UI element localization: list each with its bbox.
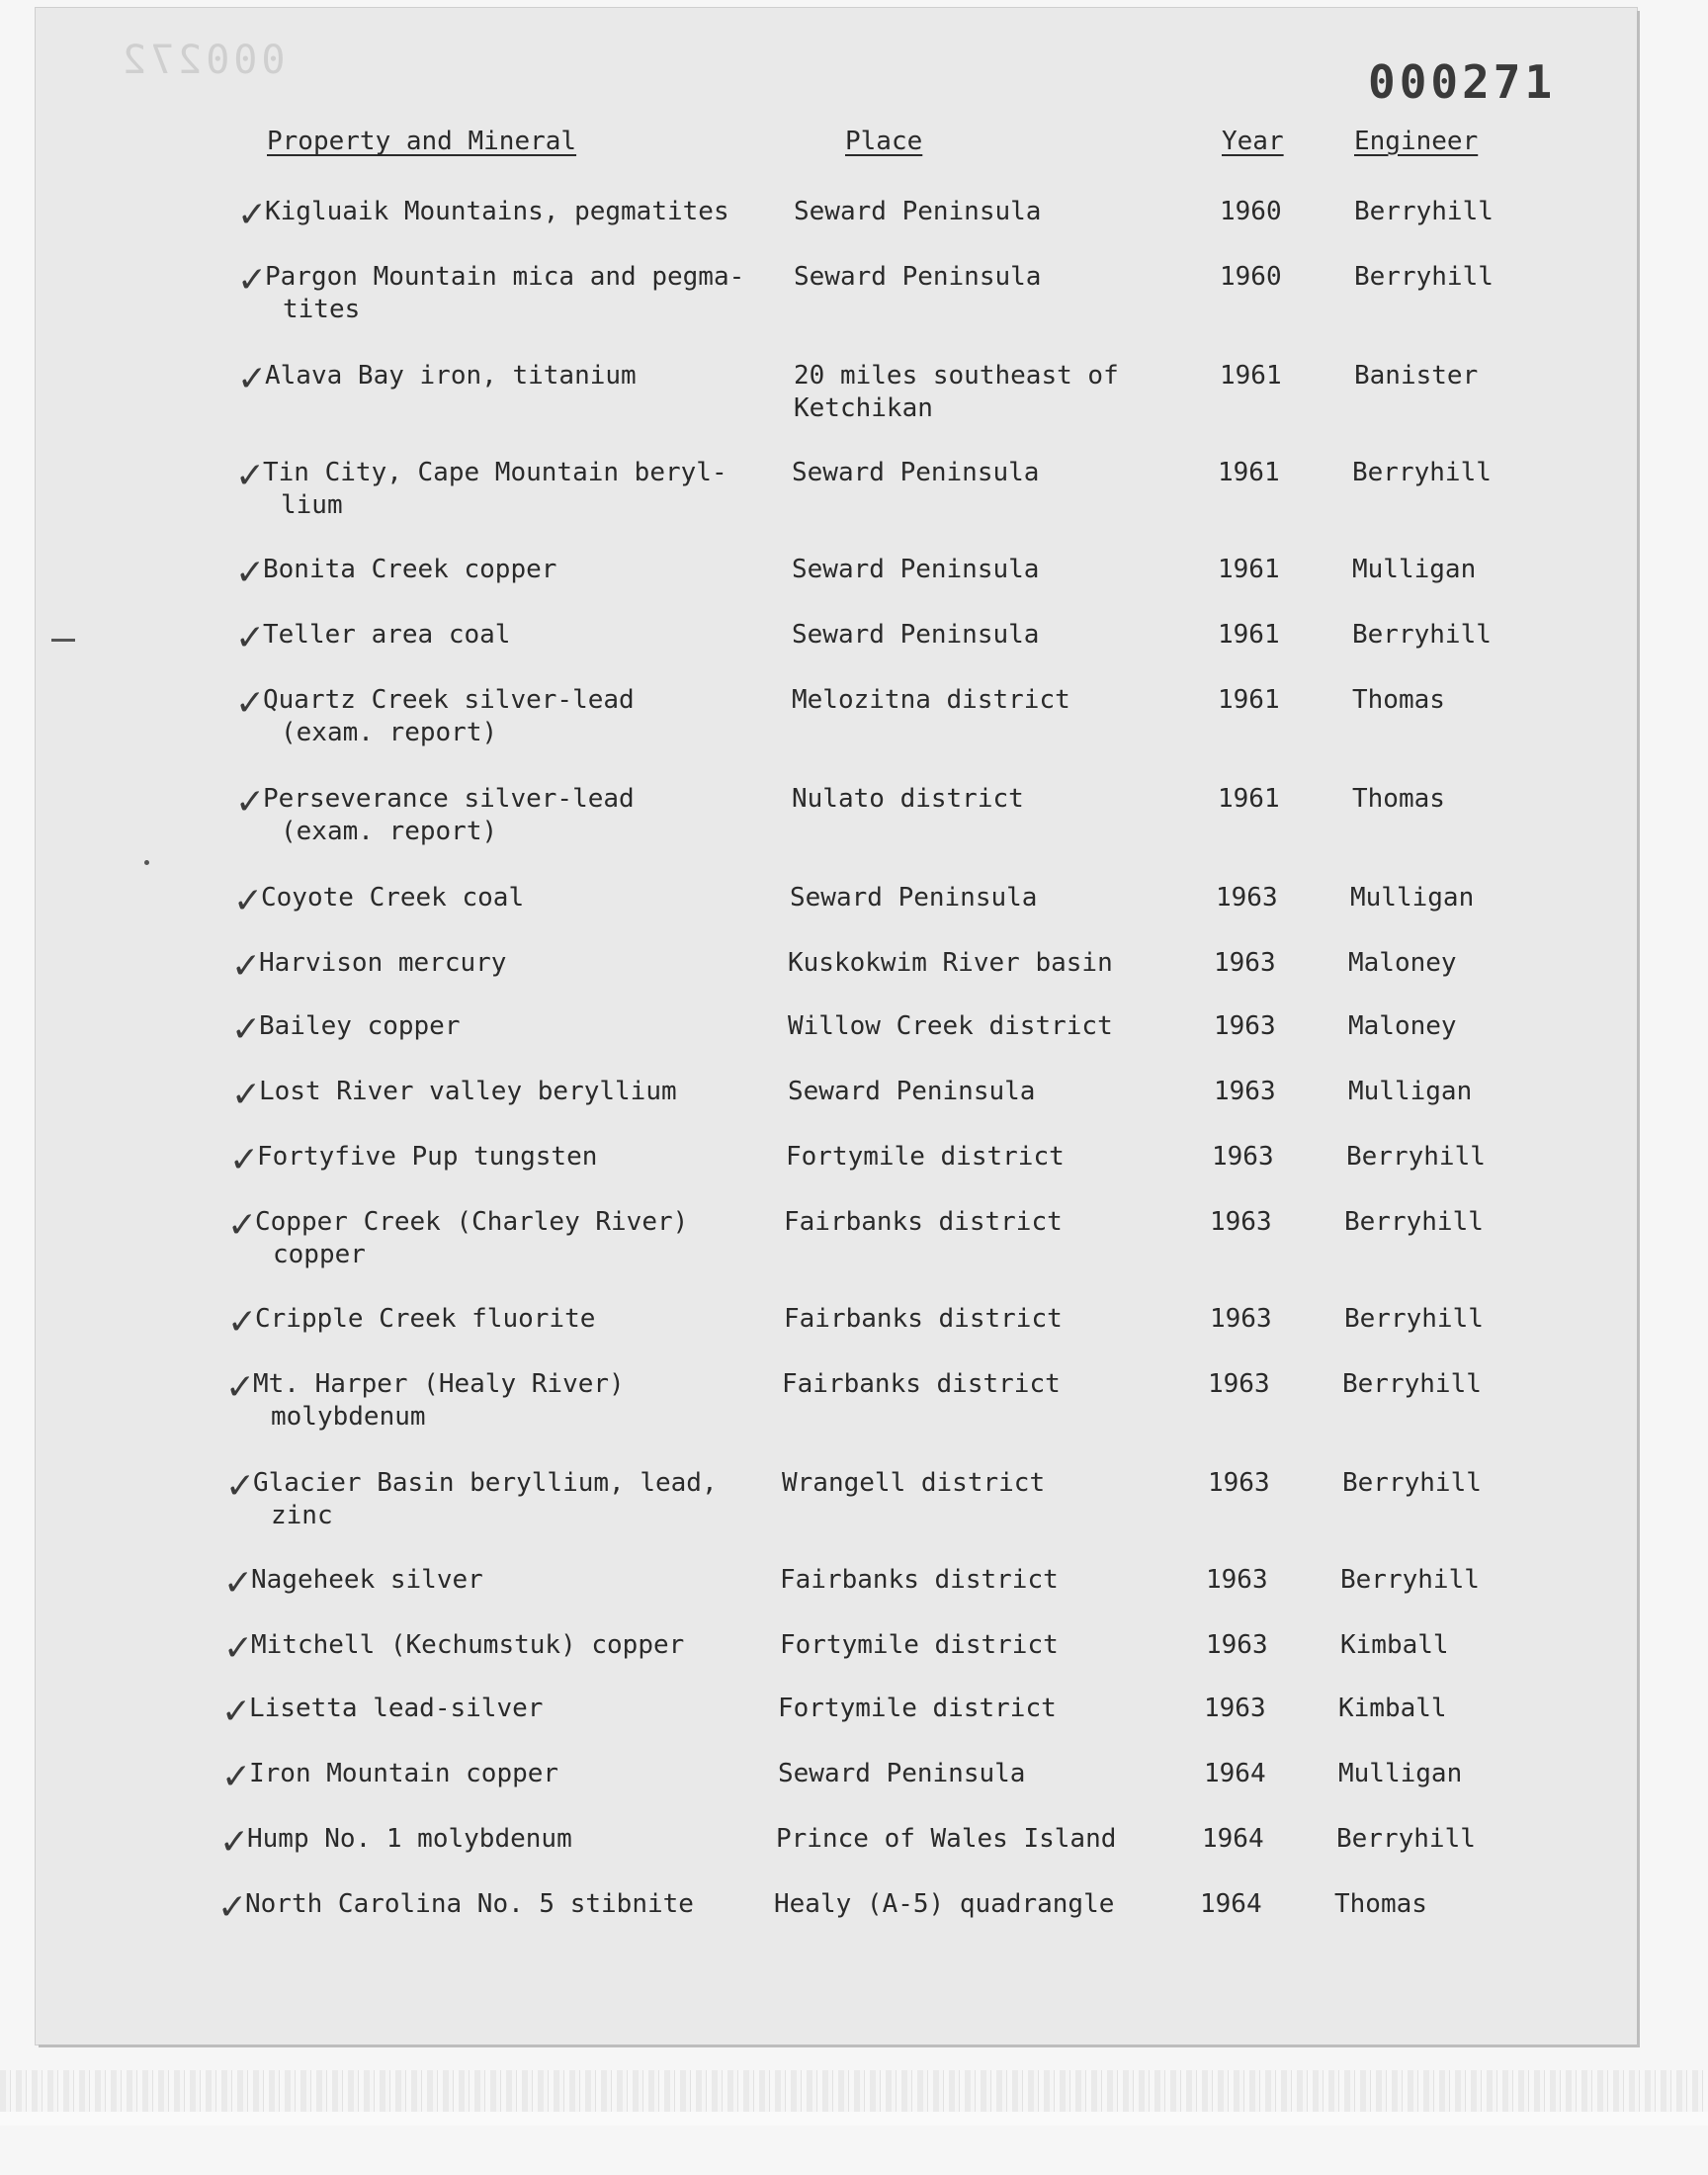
property-cell	[259, 1076, 677, 1108]
engineer-cell: Mulligan	[1350, 883, 1475, 913]
engineer-cell: Berryhill	[1342, 1468, 1482, 1498]
check-mark-icon: ✓	[229, 1140, 260, 1180]
property-cell	[265, 196, 729, 228]
place-cell-line: Seward Peninsula	[792, 458, 1040, 487]
check-mark-icon: ✓	[231, 946, 262, 987]
property-cell	[247, 1823, 572, 1856]
property-cell	[263, 554, 556, 586]
year-cell: 1963	[1210, 1207, 1272, 1237]
table-row	[0, 1888, 1708, 1958]
engineer-cell: Maloney	[1348, 948, 1457, 978]
place-cell	[792, 554, 1039, 586]
property-cell-line: Coyote Creek coal	[261, 883, 525, 913]
year-cell: 1961	[1218, 555, 1280, 584]
engineer-cell: Mulligan	[1352, 555, 1477, 584]
engineer-cell: Kimball	[1340, 1630, 1449, 1660]
check-mark-icon: ✓	[223, 1563, 254, 1604]
property-cell	[251, 1629, 684, 1662]
year-cell: 1964	[1204, 1759, 1266, 1788]
place-cell-line: Seward Peninsula	[790, 883, 1038, 913]
property-cell-line: Kigluaik Mountains, pegmatites	[265, 197, 729, 226]
engineer-cell: Banister	[1354, 361, 1479, 391]
place-cell	[792, 457, 1039, 489]
place-cell-line: Prince of Wales Island	[776, 1824, 1117, 1854]
check-mark-icon: ✓	[235, 618, 266, 658]
property-cell-line: Tin City, Cape Mountain beryl-	[263, 458, 727, 487]
place-cell-line: Fortymile district	[778, 1694, 1057, 1723]
place-cell-line: Fortymile district	[780, 1630, 1059, 1660]
place-cell	[778, 1693, 1057, 1725]
year-cell: 1963	[1216, 883, 1278, 913]
place-cell-line: Fortymile district	[786, 1142, 1065, 1172]
table-row	[0, 1758, 1708, 1827]
property-cell	[259, 1010, 461, 1043]
property-cell-line: Teller area coal	[263, 620, 511, 650]
place-cell	[788, 1010, 1113, 1043]
year-cell: 1961	[1220, 361, 1282, 391]
property-cell-line: lium	[281, 490, 343, 520]
engineer-cell: Mulligan	[1338, 1759, 1463, 1788]
place-cell-line: Seward Peninsula	[794, 262, 1042, 292]
property-cell-line: Cripple Creek fluorite	[255, 1304, 596, 1334]
property-cell	[261, 882, 524, 914]
place-cell-line: Seward Peninsula	[778, 1759, 1026, 1788]
property-cell	[265, 360, 637, 392]
property-cell-line: zinc	[271, 1501, 333, 1530]
property-cell-line: (exam. report)	[281, 718, 498, 747]
property-cell-line: Perseverance silver-lead	[263, 784, 635, 814]
year-cell: 1963	[1214, 1077, 1276, 1106]
table-row	[0, 360, 1708, 429]
year-cell: 1960	[1220, 262, 1282, 292]
table-row	[0, 783, 1708, 852]
check-mark-icon: ✓	[227, 1205, 258, 1246]
place-cell	[790, 882, 1037, 914]
place-cell-line: Seward Peninsula	[792, 555, 1040, 584]
engineer-cell: Berryhill	[1346, 1142, 1486, 1172]
check-mark-icon: ✓	[219, 1822, 250, 1863]
place-cell	[788, 947, 1113, 980]
table-row	[0, 1629, 1708, 1698]
place-cell-line: Fairbanks district	[784, 1304, 1063, 1334]
property-cell	[263, 684, 635, 749]
table-row	[0, 1303, 1708, 1372]
check-mark-icon: ✓	[237, 195, 268, 235]
engineer-cell: Thomas	[1334, 1889, 1427, 1919]
table-row	[0, 1693, 1708, 1762]
property-cell	[257, 1141, 597, 1174]
place-cell	[786, 1141, 1065, 1174]
place-cell-line: 20 miles southeast of	[794, 361, 1119, 391]
header-property: Property and Mineral	[267, 127, 577, 156]
property-cell-line: Mt. Harper (Healy River)	[253, 1369, 625, 1399]
engineer-cell: Thomas	[1352, 784, 1445, 814]
place-cell-line: Fairbanks district	[780, 1565, 1059, 1595]
scan-artifact-band-lower	[0, 2112, 1708, 2126]
place-cell-line: Seward Peninsula	[794, 197, 1042, 226]
property-cell	[263, 457, 727, 522]
place-cell	[792, 619, 1039, 652]
place-cell	[776, 1823, 1116, 1856]
place-cell	[780, 1564, 1059, 1597]
place-cell-line: Ketchikan	[794, 393, 933, 423]
check-mark-icon: ✓	[225, 1367, 256, 1408]
place-cell-line: Kuskokwim River basin	[788, 948, 1113, 978]
place-cell	[788, 1076, 1035, 1108]
property-cell-line: Pargon Mountain mica and pegma-	[265, 262, 745, 292]
year-cell: 1963	[1204, 1694, 1266, 1723]
place-cell	[794, 261, 1041, 294]
check-mark-icon: ✓	[233, 881, 264, 921]
check-mark-icon: ✓	[221, 1757, 252, 1797]
place-cell	[784, 1206, 1063, 1239]
year-cell: 1961	[1218, 784, 1280, 814]
place-cell-line: Wrangell district	[782, 1468, 1046, 1498]
check-mark-icon: ✓	[221, 1692, 252, 1732]
property-cell-line: Harvison mercury	[259, 948, 507, 978]
table-row	[0, 1823, 1708, 1892]
place-cell	[782, 1368, 1061, 1401]
year-cell: 1961	[1218, 620, 1280, 650]
property-cell-line: Lost River valley beryllium	[259, 1077, 677, 1106]
property-cell-line: North Carolina No. 5 stibnite	[245, 1889, 694, 1919]
place-cell-line: Healy (A-5) quadrangle	[774, 1889, 1115, 1919]
property-cell-line: Nageheek silver	[251, 1565, 483, 1595]
property-cell	[249, 1758, 558, 1790]
check-mark-icon: ✓	[231, 1009, 262, 1050]
year-cell: 1963	[1208, 1468, 1270, 1498]
property-cell-line: Bailey copper	[259, 1011, 461, 1041]
property-cell-line: Lisetta lead-silver	[249, 1694, 544, 1723]
year-cell: 1964	[1202, 1824, 1264, 1854]
property-cell	[263, 619, 510, 652]
year-cell: 1963	[1206, 1565, 1268, 1595]
table-row	[0, 1368, 1708, 1437]
header-year: Year	[1222, 127, 1284, 156]
year-cell: 1960	[1220, 197, 1282, 226]
place-cell	[794, 196, 1041, 228]
check-mark-icon: ✓	[235, 456, 266, 496]
place-cell-line: Seward Peninsula	[788, 1077, 1036, 1106]
table-row	[0, 1467, 1708, 1536]
table-row	[0, 684, 1708, 753]
property-cell-line: (exam. report)	[281, 817, 498, 846]
place-cell-line: Willow Creek district	[788, 1011, 1113, 1041]
property-cell-line: Mitchell (Kechumstuk) copper	[251, 1630, 685, 1660]
engineer-cell: Berryhill	[1342, 1369, 1482, 1399]
check-mark-icon: ✓	[231, 1075, 262, 1115]
property-cell	[251, 1564, 483, 1597]
check-mark-icon: ✓	[235, 683, 266, 724]
property-cell	[255, 1206, 688, 1271]
property-cell	[249, 1693, 543, 1725]
place-cell	[784, 1303, 1063, 1336]
property-cell-line: Quartz Creek silver-lead	[263, 685, 635, 715]
engineer-cell: Mulligan	[1348, 1077, 1473, 1106]
page-number: 000271	[1368, 55, 1557, 109]
place-cell	[780, 1629, 1059, 1662]
year-cell: 1963	[1206, 1630, 1268, 1660]
engineer-cell: Thomas	[1352, 685, 1445, 715]
property-cell	[259, 947, 506, 980]
header-engineer: Engineer	[1354, 127, 1479, 156]
place-cell	[792, 684, 1070, 717]
property-cell	[263, 783, 635, 848]
year-cell: 1963	[1214, 1011, 1276, 1041]
engineer-cell: Berryhill	[1340, 1565, 1480, 1595]
check-mark-icon: ✓	[227, 1302, 258, 1343]
place-cell-line: Nulato district	[792, 784, 1024, 814]
property-cell	[253, 1467, 718, 1532]
place-cell	[792, 783, 1024, 816]
place-cell	[794, 360, 1119, 425]
check-mark-icon: ✓	[223, 1628, 254, 1669]
property-cell	[245, 1888, 694, 1921]
scan-artifact-band	[0, 2070, 1708, 2112]
engineer-cell: Berryhill	[1352, 620, 1492, 650]
bleed-through-number: 000272	[119, 38, 286, 83]
engineer-cell: Maloney	[1348, 1011, 1457, 1041]
property-cell-line: Copper Creek (Charley River)	[255, 1207, 689, 1237]
engineer-cell: Berryhill	[1344, 1304, 1484, 1334]
property-cell	[265, 261, 744, 326]
engineer-cell: Berryhill	[1352, 458, 1492, 487]
table-row	[0, 457, 1708, 526]
property-cell-line: Glacier Basin beryllium, lead,	[253, 1468, 718, 1498]
engineer-cell: Berryhill	[1336, 1824, 1476, 1854]
place-cell-line: Seward Peninsula	[792, 620, 1040, 650]
property-cell-line: Bonita Creek copper	[263, 555, 557, 584]
property-cell	[255, 1303, 595, 1336]
engineer-cell: Berryhill	[1354, 197, 1494, 226]
engineer-cell: Berryhill	[1344, 1207, 1484, 1237]
table-row	[0, 1206, 1708, 1275]
check-mark-icon: ✓	[237, 260, 268, 301]
engineer-cell: Berryhill	[1354, 262, 1494, 292]
property-cell-line: copper	[273, 1240, 366, 1269]
check-mark-icon: ✓	[237, 359, 268, 399]
check-mark-icon: ✓	[235, 553, 266, 593]
property-cell-line: Hump No. 1 molybdenum	[247, 1824, 572, 1854]
year-cell: 1961	[1218, 458, 1280, 487]
margin-dot	[144, 860, 149, 865]
year-cell: 1964	[1200, 1889, 1262, 1919]
place-cell-line: Fairbanks district	[784, 1207, 1063, 1237]
table-row	[0, 261, 1708, 330]
property-cell-line: molybdenum	[271, 1402, 426, 1432]
property-cell-line: Alava Bay iron, titanium	[265, 361, 637, 391]
place-cell-line: Melozitna district	[792, 685, 1070, 715]
check-mark-icon: ✓	[225, 1466, 256, 1507]
place-cell	[774, 1888, 1114, 1921]
header-place: Place	[845, 127, 923, 156]
table-row	[0, 1564, 1708, 1633]
place-cell-line: Fairbanks district	[782, 1369, 1061, 1399]
place-cell	[778, 1758, 1025, 1790]
property-cell	[253, 1368, 625, 1434]
place-cell	[782, 1467, 1045, 1500]
year-cell: 1961	[1218, 685, 1280, 715]
year-cell: 1963	[1210, 1304, 1272, 1334]
year-cell: 1963	[1214, 948, 1276, 978]
property-cell-line: tites	[283, 295, 361, 324]
check-mark-icon: ✓	[235, 782, 266, 823]
property-cell-line: Iron Mountain copper	[249, 1759, 559, 1788]
check-mark-icon: ✓	[217, 1887, 248, 1928]
year-cell: 1963	[1212, 1142, 1274, 1172]
property-cell-line: Fortyfive Pup tungsten	[257, 1142, 598, 1172]
year-cell: 1963	[1208, 1369, 1270, 1399]
engineer-cell: Kimball	[1338, 1694, 1447, 1723]
